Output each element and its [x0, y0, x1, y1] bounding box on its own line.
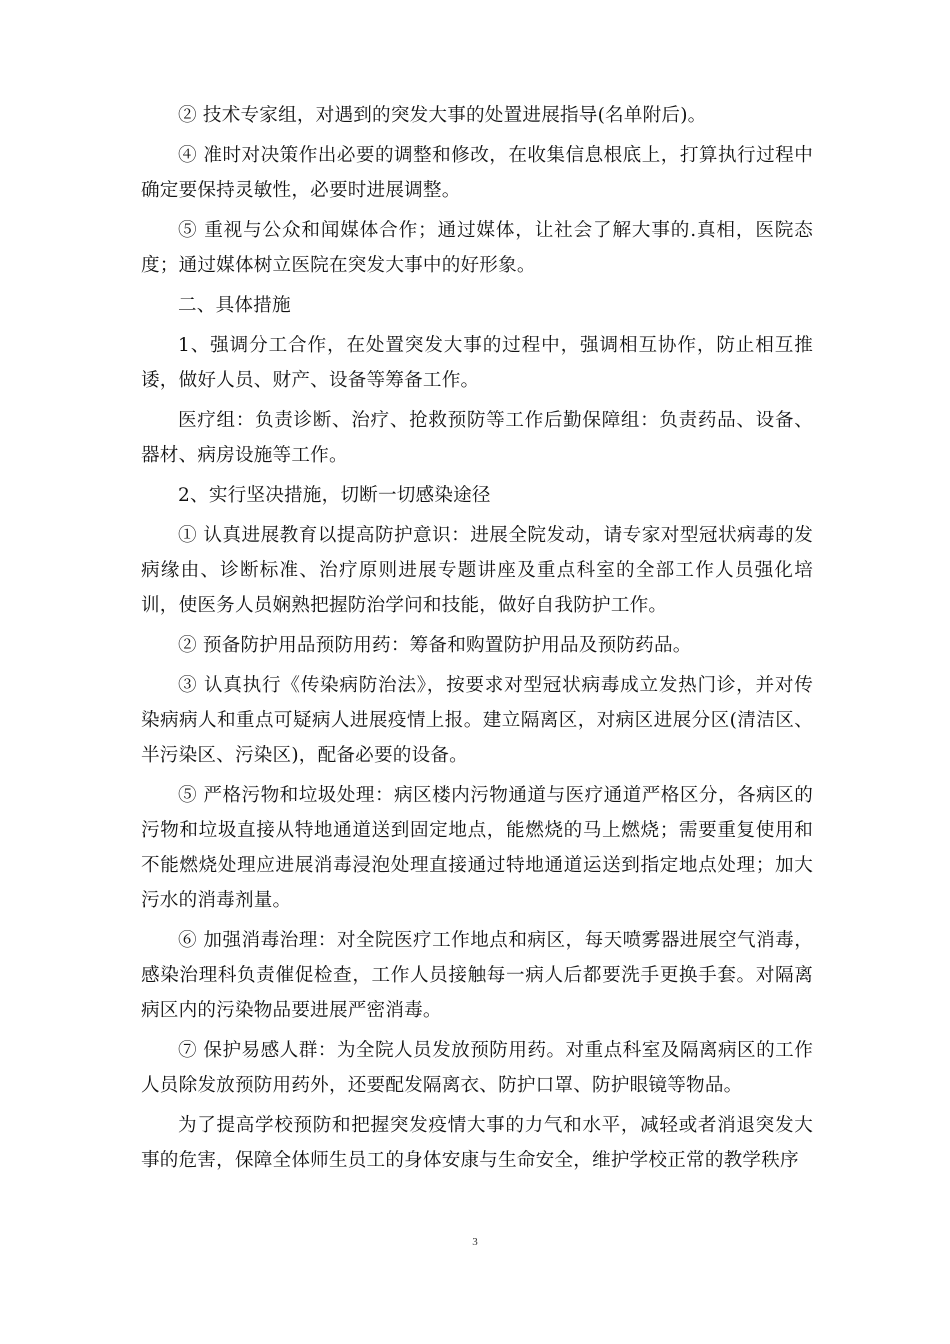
- paragraph-division-of-work: 1、强调分工合作，在处置突发大事的过程中，强调相互协作，防止相互推诿，做好人员、财产、设备等筹备工作。: [141, 335, 813, 391]
- paragraph-waste-handling: ⑤ 严格污物和垃圾处理：病区楼内污物通道与医疗通道严格区分，各病区的污物和垃圾直接从特地通道送到固定地点，能燃烧的马上燃烧；需要重复使用和不能燃烧处理应进展消毒浸泡处理直接通过特地通道运送到指定地点处理；加大污水的消毒剂量。: [141, 785, 813, 911]
- paragraph-disinfection: ⑥ 加强消毒治理：对全院医疗工作地点和病区，每天喷雾器进展空气消毒， 感染治理科负责催促检查，工作人员接触每一病人后都要洗手更换手套。对隔离病区内的污染物品要进展严密消毒。: [141, 930, 813, 1021]
- document-body: [141, 98, 813, 1183]
- paragraph-expert-group: ② 技术专家组，对遇到的突发大事的处置进展指导(名单附后)。: [178, 105, 707, 126]
- paragraph-protect-susceptible: ⑦ 保护易感人群：为全院人员发放预防用药。对重点科室及隔离病区的工作人员除发放预防用药外，还要配发隔离衣、防护口罩、防护眼镜等物品。: [141, 1040, 813, 1096]
- paragraph-infectious-law: ③ 认真执行《传染病防治法》，按要求对型冠状病毒成立发热门诊，并对传染病病人和重点可疑病人进展疫情上报。建立隔离区，对病区进展分区(清洁区、半污染区、污染区)，配备必要的设备。: [141, 675, 813, 766]
- paragraph-media-cooperation: ⑤ 重视与公众和闻媒体合作；通过媒体，让社会了解大事的.真相，医院态度；通过媒体树立医院在突发大事中的好形象。: [141, 220, 813, 276]
- section-heading-measures: 二、具体措施: [178, 295, 291, 316]
- paragraph-protective-supplies: ② 预备防护用品预防用药：筹备和购置防护用品及预防药品。: [178, 635, 692, 656]
- paragraph-cut-infection: 2、实行坚决措施，切断一切感染途径: [178, 485, 491, 506]
- paragraph-medical-group: 医疗组：负责诊断、治疗、抢救预防等工作后勤保障组：负责药品、设备、器材、病房设施等工作。: [141, 410, 813, 466]
- paragraph-decision-adjust: ④ 准时对决策作出必要的调整和修改，在收集信息根底上，打算执行过程中确定要保持灵敏性，必要时进展调整。: [141, 145, 813, 201]
- paragraph-education: ① 认真进展教育以提高防护意识：进展全院发动，请专家对型冠状病毒的发病缘由、诊断标准、治疗原则进展专题讲座及重点科室的全部工作人员强化培训，使医务人员娴熟把握防治学问和技能，做好自我防护工作。: [141, 525, 813, 616]
- page-number: 3: [472, 1236, 478, 1248]
- paragraph-school-prevention: 为了提高学校预防和把握突发疫情大事的力气和水平，减轻或者消退突发大事的危害，保障全体师生员工的身体安康与生命安全，维护学校正常的教学秩序: [141, 1115, 813, 1171]
